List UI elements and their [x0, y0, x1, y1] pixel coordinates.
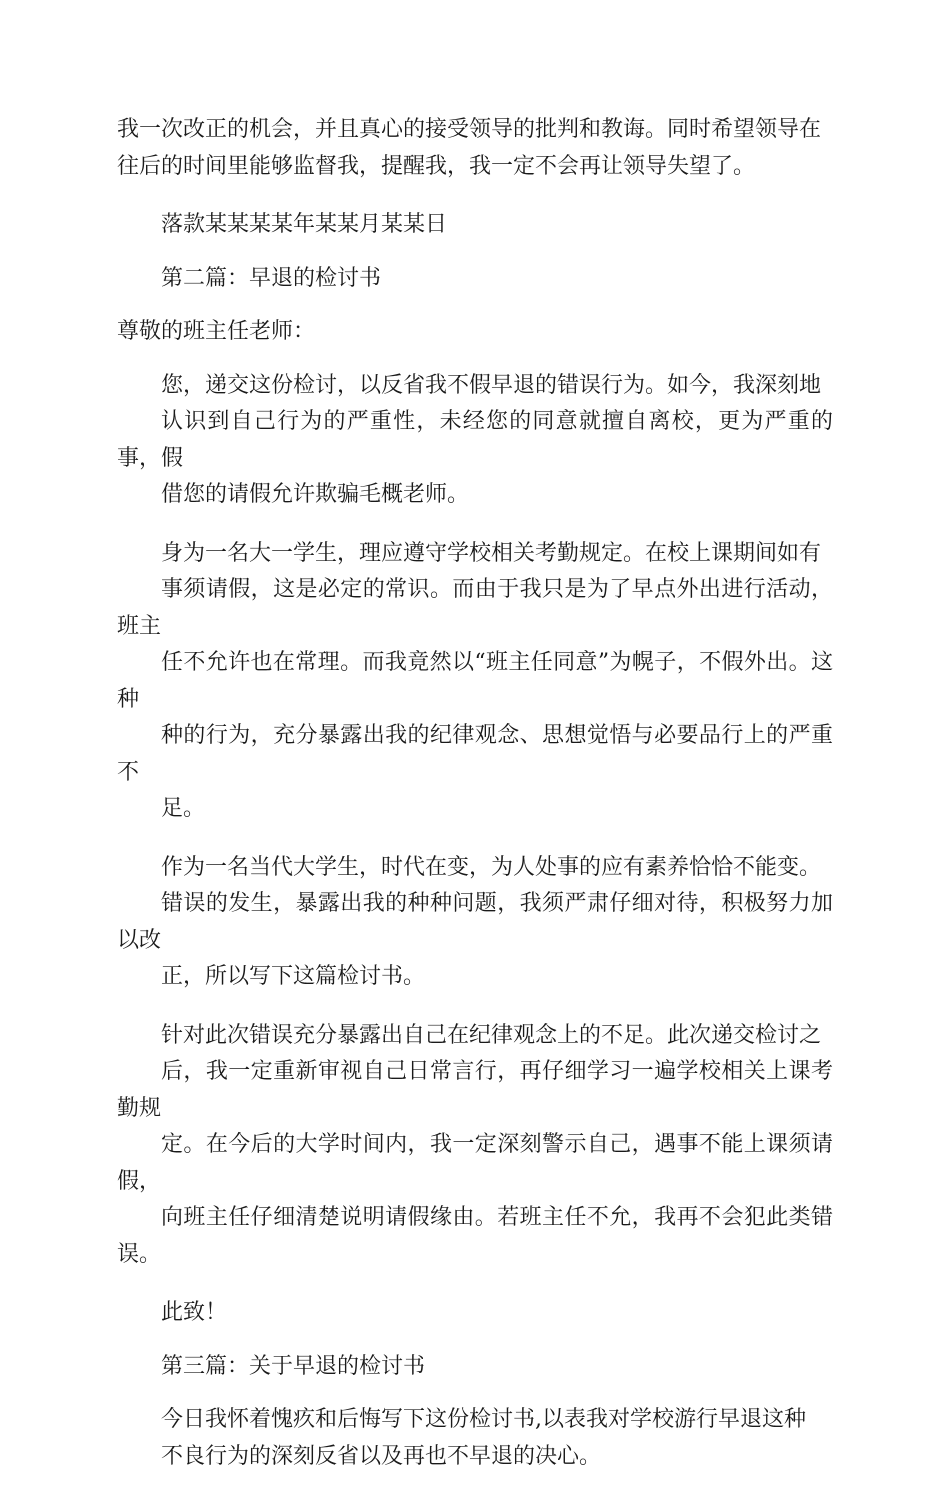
text-line: 往后的时间里能够监督我，提醒我，我一定不会再让领导失望了。 [117, 153, 756, 179]
text-line: 定。在今后的大学时间内，我一定深刻警示自己，遇事不能上课须请假， [117, 1132, 833, 1194]
signature-line [117, 207, 833, 244]
paragraph-reflection [117, 850, 833, 996]
section-heading-3 [117, 1349, 833, 1386]
paragraph-closing-request [117, 112, 833, 185]
text-line: 事须请假，这是必定的常识。而由于我只是为了早点外出进行活动，班主 [117, 577, 833, 639]
text-line: 身为一名大一学生，理应遵守学校相关考勤规定。在校上课期间如有 [161, 540, 822, 566]
paragraph-commitment [117, 1018, 833, 1274]
text-line: 今日我怀着愧疚和后悔写下这份检讨书,以表我对学校游行早退这种 [161, 1407, 806, 1432]
text-line: 种的行为，充分暴露出我的纪律观念、思想觉悟与必要品行上的严重不 [117, 723, 833, 785]
text-line: 尊敬的班主任老师： [117, 319, 316, 344]
closing-salute [117, 1295, 833, 1332]
text-line: 不良行为的深刻反省以及再也不早退的决心。 [161, 1443, 602, 1469]
paragraph-admission [117, 368, 833, 514]
section-heading-2 [117, 261, 833, 298]
text-line: 作为一名当代大学生，时代在变，为人处事的应有素养恰恰不能变。 [161, 854, 822, 880]
document-page [117, 112, 833, 1497]
text-line: 我一次改正的机会，并且真心的接受领导的批判和教诲。同时希望领导在 [117, 117, 822, 142]
text-line: 针对此次错误充分暴露出自己在纪律观念上的不足。此次递交检讨之 [161, 1022, 822, 1048]
salutation [117, 314, 833, 351]
text-line: 认识到自己行为的严重性，未经您的同意就擅自离校，更为严重的事，假 [117, 409, 833, 471]
text-line: 任不允许也在常理。而我竟然以“班主任同意”为幌子，不假外出。这种 [117, 650, 833, 712]
text-line: 正，所以写下这篇检讨书。 [161, 964, 426, 989]
paragraph-intro-3 [117, 1402, 833, 1475]
text-line: 向班主任仔细清楚说明请假缘由。若班主任不允，我再不会犯此类错误。 [117, 1205, 833, 1267]
paragraph-student-duty [117, 536, 833, 828]
text-line: 借您的请假允许欺骗毛概老师。 [161, 482, 470, 507]
text-line: 足。 [161, 796, 206, 821]
text-line: 第三篇：关于早退的检讨书 [161, 1353, 426, 1379]
text-line: 错误的发生，暴露出我的种种问题，我须严肃仔细对待，积极努力加以改 [117, 891, 833, 953]
text-line: 此致！ [161, 1300, 228, 1325]
text-line: 落款某某某某年某某月某某日 [161, 212, 448, 237]
text-line: 第二篇：早退的检讨书 [161, 265, 382, 291]
text-line: 后，我一定重新审视自己日常言行，再仔细学习一遍学校相关上课考勤规 [117, 1059, 833, 1121]
text-line: 您，递交这份检讨，以反省我不假早退的错误行为。如今，我深刻地 [161, 372, 822, 398]
